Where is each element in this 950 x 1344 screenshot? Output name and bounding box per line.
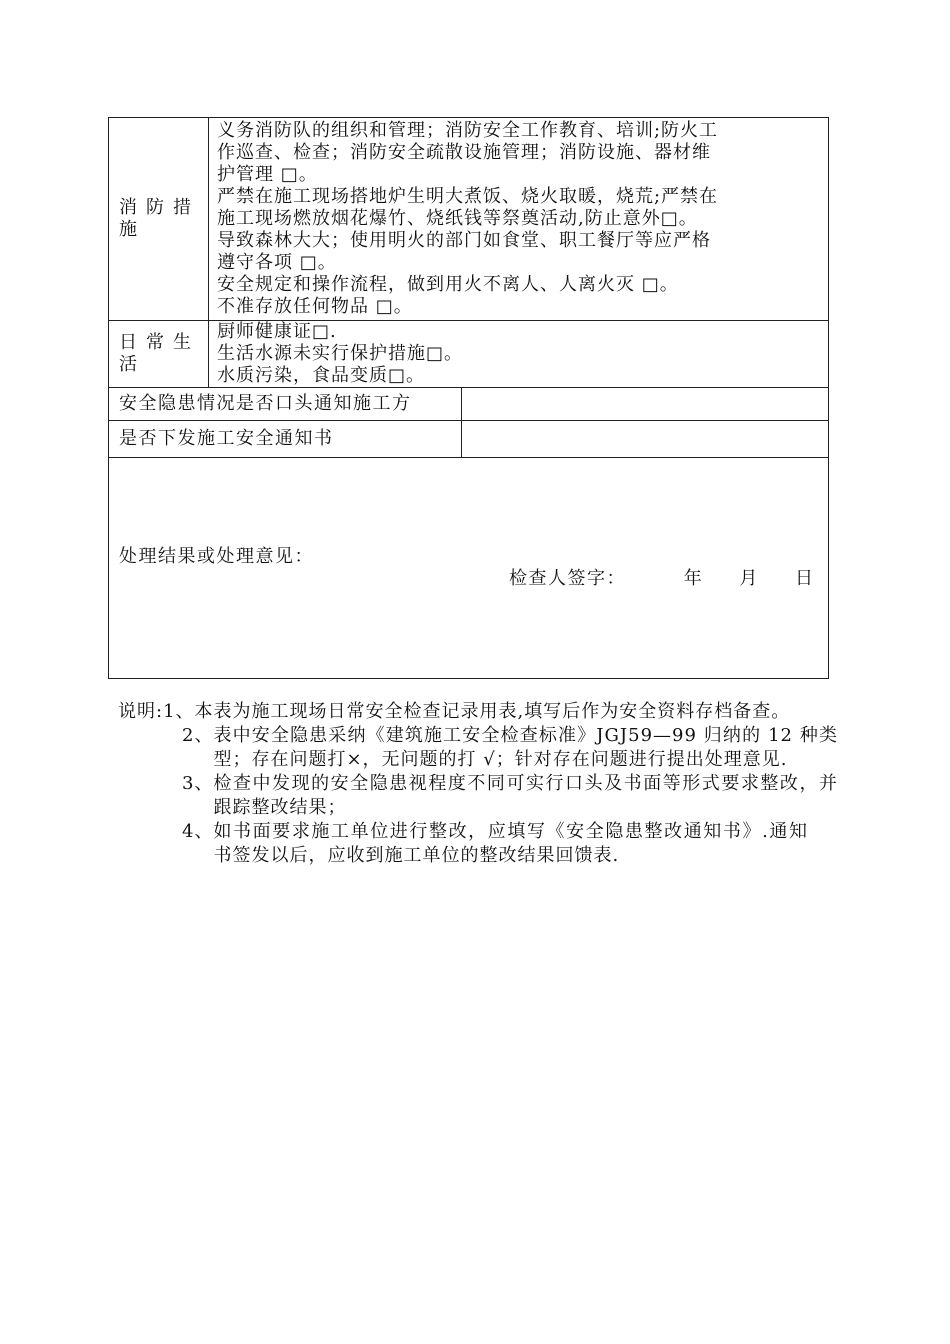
daily-life-line: 生活水源未实行保护措施□。 <box>217 343 464 364</box>
verbal-notice-field[interactable] <box>462 388 829 421</box>
written-notice-row <box>109 421 829 458</box>
month-label: 月 <box>739 568 759 589</box>
daily-life-row <box>109 321 829 388</box>
fire-measures-line: 施工现场燃放烟花爆竹、烧纸钱等祭奠活动,防止意外□。 <box>217 208 698 229</box>
note-text: 如书面要求施工单位进行整改，应填写《安全隐患整改通知书》.通知书签发以后，应收到施工单位的整改结果回馈表. <box>213 821 808 866</box>
fire-measures-line: 安全规定和操作流程，做到用火不离人、人离火灭 □。 <box>217 274 679 295</box>
fire-measures-label: 消防措施 <box>109 118 209 321</box>
daily-life-line: 水质污染，食品变质□。 <box>217 365 426 386</box>
year-label: 年 <box>683 568 704 589</box>
note-text: 本表为施工现场日常安全检查记录用表,填写后作为安全资料存档备查。 <box>194 701 791 722</box>
result-cell[interactable] <box>109 458 829 679</box>
verbal-notice-label: 安全隐患情况是否口头通知施工方 <box>109 388 462 421</box>
fire-measures-line: 不准存放任何物品 □。 <box>217 296 413 317</box>
daily-life-content <box>209 321 829 388</box>
fire-measures-line: 导致森林大大；使用明火的部门如食堂、职工餐厅等应严格 <box>217 230 711 251</box>
result-label: 处理结果或处理意见： <box>119 546 314 567</box>
note-number: 4、 <box>182 821 214 842</box>
result-row <box>109 458 829 679</box>
daily-life-label: 日常生活 <box>109 321 209 388</box>
note-item <box>118 700 838 724</box>
verbal-notice-row <box>109 388 829 421</box>
note-number: 1、 <box>163 701 195 722</box>
fire-measures-row <box>109 118 829 321</box>
notes-prefix: 说明: <box>118 701 164 722</box>
written-notice-label: 是否下发施工安全通知书 <box>109 421 462 458</box>
fire-measures-line: 严禁在施工现场搭地炉生明大煮饭、烧火取暖，烧荒;严禁在 <box>217 186 719 207</box>
note-text: 表中安全隐患采纳《建筑施工安全检查标准》JGJ59—99 归纳的 12 种类型；存在问题打×，无问题的打 √；针对存在问题进行提出处理意见. <box>213 725 838 770</box>
safety-check-table <box>108 117 829 679</box>
note-item <box>118 820 838 868</box>
day-label: 日 <box>795 568 815 589</box>
fire-measures-line: 护管理 □。 <box>217 164 318 185</box>
daily-life-line: 厨师健康证□. <box>217 321 337 342</box>
fire-measures-line: 义务消防队的组织和管理；消防安全工作教育、培训;防火工 <box>217 120 719 141</box>
note-number: 3、 <box>182 773 214 794</box>
note-item <box>118 772 838 820</box>
notes-section <box>118 700 838 868</box>
fire-measures-line: 作巡查、检查；消防安全疏散设施管理；消防设施、器材维 <box>217 142 711 163</box>
note-item <box>118 724 838 772</box>
note-number: 2、 <box>182 725 214 746</box>
fire-measures-content <box>209 118 829 321</box>
fire-measures-line: 遵守各项 □。 <box>217 252 337 273</box>
signature-line <box>509 568 815 590</box>
inspector-signature-label: 检查人签字： <box>509 568 626 589</box>
note-text: 检查中发现的安全隐患视程度不同可实行口头及书面等形式要求整改，并跟踪整改结果； <box>213 773 838 818</box>
written-notice-field[interactable] <box>462 421 829 458</box>
